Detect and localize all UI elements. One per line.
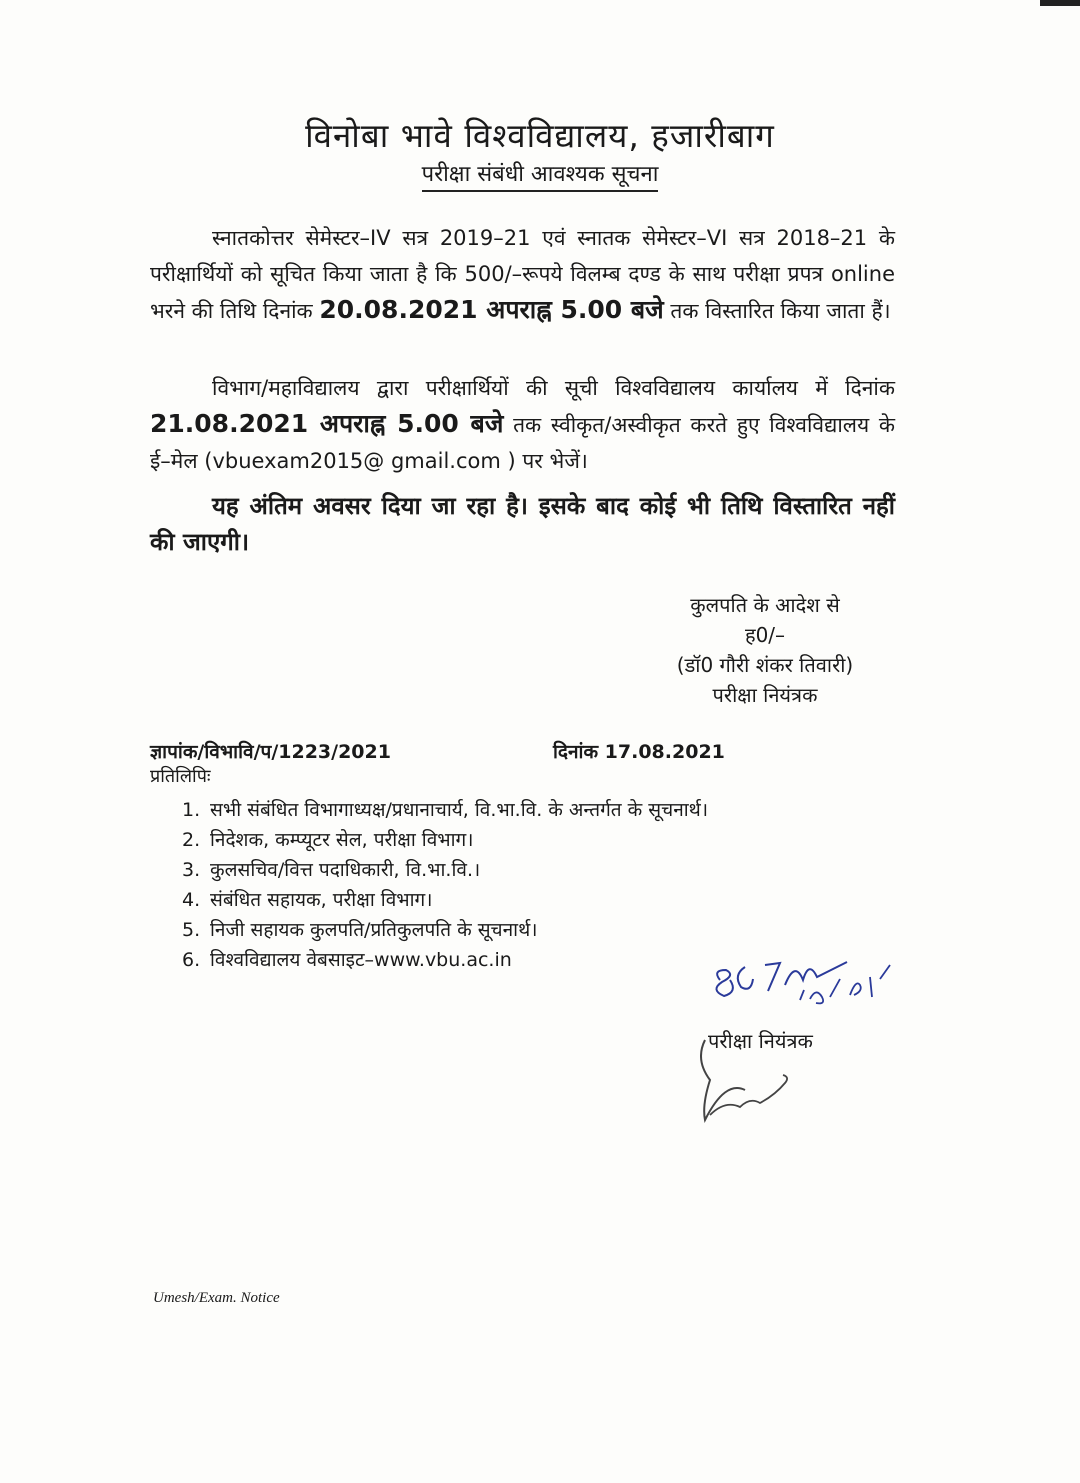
university-title: विनोबा भावे विश्वविद्यालय, हजारीबाग — [305, 116, 775, 155]
paragraph-2: विभाग/महाविद्यालय द्वारा परीक्षार्थियों की सूची विश्वविद्यालय कार्यालय में दिनांक 21.08.2021 अपराह्न 5.00 बजे तक स्वीकृत/अस्वीकृत करते हुए विश्वविद्यालय के ई–मेल (vbuexam2015@ gmail.com ) पर भेजें। — [150, 376, 896, 473]
paragraph-1: स्नातकोत्तर सेमेस्टर–IV सत्र 2019–21 एवं स्नातक सेमेस्टर–VI सत्र 2018–21 के परीक्षार्थियों को सूचित किया जाता है कि 500/–रूपये विलम्ब दण्ड के साथ परीक्षा प्रपत्र online भरने की तिथि दिनांक 20.08.2021 अपराह्न 5.00 बजे तक विस्तारित किया जाता हैं। — [150, 226, 895, 324]
signature-block: कुलपति के आदेश से ह0/– (डॉ0 गौरी शंकर तिवारी) परीक्षा नियंत्रक — [676, 593, 854, 707]
notice-subtitle: परीक्षा संबंधी आवश्यक सूचना — [0, 158, 1080, 188]
copy-list — [182, 795, 708, 975]
list-item: 2. निदेशक, कम्प्यूटर सेल, परीक्षा विभाग। — [182, 829, 474, 851]
list-item: 6. विश्वविद्यालय वेबसाइट–www.vbu.ac.in — [182, 949, 512, 971]
list-item: 1. सभी संबंधित विभागाध्यक्ष/प्रधानाचार्य, वि.भा.वि. के अन्तर्गत के सूचनार्थ। — [182, 799, 709, 821]
list-item: 4. संबंधित सहायक, परीक्षा विभाग। — [182, 889, 433, 911]
final-notice: यह अंतिम अवसर दिया जा रहा है। इसके बाद कोई भी तिथि विस्तारित नहीं की जाएगी। — [150, 492, 895, 556]
controller-label: परीक्षा नियंत्रक — [708, 1029, 813, 1053]
memo-date: दिनांक 17.08.2021 — [553, 741, 725, 763]
list-item: 3. कुलसचिव/वित्त पदाधिकारी, वि.भा.वि.। — [182, 859, 481, 881]
deadline-2: 21.08.2021 अपराह्न 5.00 बजे — [150, 409, 504, 438]
footer-note: Umesh/Exam. Notice — [153, 1290, 280, 1306]
list-item: 5. निजी सहायक कुलपति/प्रतिकुलपति के सूचनार्थ। — [182, 919, 538, 941]
scan-edge-mark — [1040, 0, 1080, 6]
copy-label: प्रतिलिपिः — [150, 766, 211, 787]
deadline-1: 20.08.2021 अपराह्न 5.00 बजे — [319, 295, 664, 324]
memo-number: ज्ञापांक/विभावि/प/1223/2021 — [150, 741, 391, 763]
